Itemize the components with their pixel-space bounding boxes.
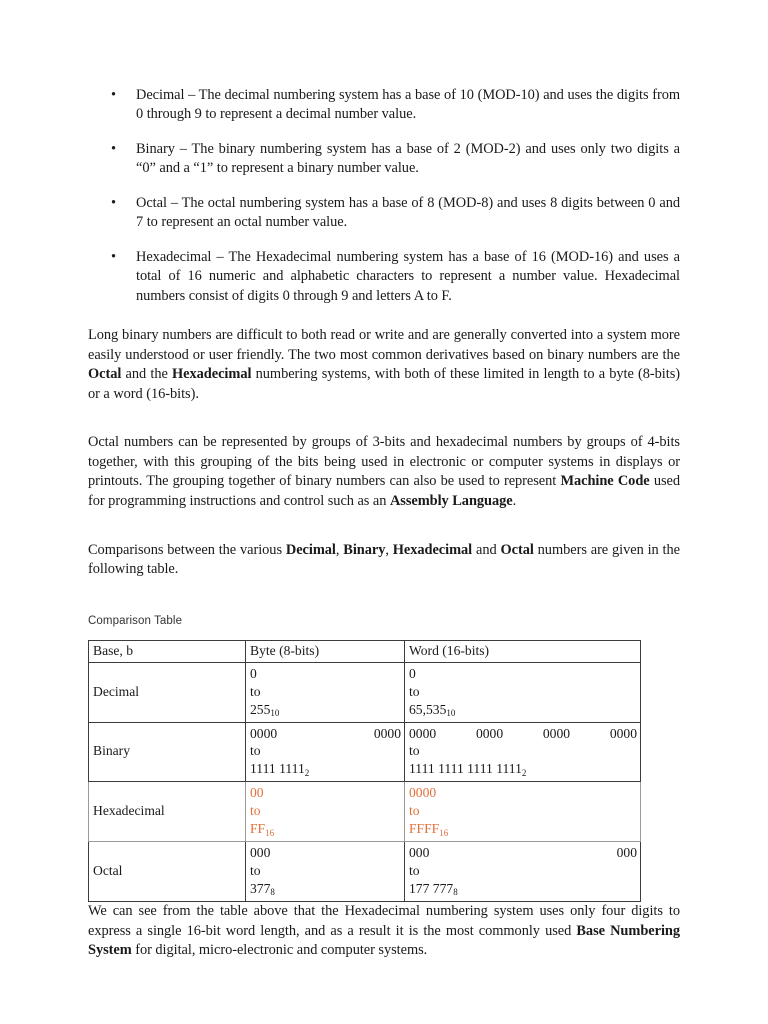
bit-group: 0000: [250, 725, 278, 741]
row-label-binary: [89, 722, 246, 782]
row-label-decimal: [89, 662, 246, 722]
value-end-subscript: 10: [270, 707, 280, 718]
text-run: numbers are given in the following table.: [88, 541, 680, 578]
row-label-text: Decimal: [93, 683, 140, 699]
text-run: for digital, micro-electronic and computer systems.: [131, 942, 428, 959]
header-cell-byte: [246, 640, 405, 662]
value-end-text: 65,535: [409, 701, 447, 717]
cell-hexadecimal-byte: [246, 782, 405, 842]
bullet-icon: •: [111, 194, 116, 211]
cell-decimal-byte: [246, 662, 405, 722]
header-cell-base: [89, 640, 246, 662]
table-row: [89, 662, 641, 722]
value-end-subscript: 10: [446, 707, 456, 718]
comparison-table: [88, 640, 641, 902]
cell-octal-word: [405, 842, 641, 902]
value-start: 0000: [409, 785, 437, 801]
bold-machine-code: Machine Code: [560, 473, 650, 490]
text-run: numbering systems, with both of these limited in length to a byte (8-bits) or a word (16-bits).: [88, 366, 680, 402]
bold-binary: Binary: [343, 541, 386, 558]
value-end: [409, 701, 637, 719]
value-start-groups: [250, 725, 401, 743]
paragraph-long-binary: [88, 326, 680, 404]
text-run: and the: [121, 366, 173, 383]
bullet-icon: •: [111, 87, 116, 103]
cell-binary-byte: [246, 722, 405, 782]
row-label-hexadecimal: [89, 782, 246, 842]
digit-group: 000: [409, 845, 430, 861]
table-header-row: [89, 640, 641, 662]
text-run: ,: [385, 541, 393, 558]
value-end-text: 1111 1111 1111 1111: [409, 761, 522, 777]
cell-hexadecimal-word: [405, 782, 641, 842]
bit-group: 0000: [475, 725, 504, 741]
paragraph-bit-groups: [88, 433, 680, 511]
value-end: [250, 820, 401, 838]
value-end: [250, 880, 401, 898]
bold-octal: Octal: [500, 541, 534, 558]
cell-decimal-word: [405, 662, 641, 722]
value-connector: to: [250, 863, 261, 879]
header-cell-word: [405, 640, 641, 662]
list-item-decimal: [88, 86, 680, 125]
value-end-subscript: 16: [265, 827, 275, 838]
value-end-text: 377: [250, 881, 271, 897]
value-connector: to: [409, 743, 420, 759]
paragraph-conclusion: [88, 902, 680, 961]
value-end: [409, 820, 637, 838]
value-connector: to: [250, 743, 261, 759]
bit-group: 0000: [542, 725, 571, 741]
cell-octal-byte: [246, 842, 405, 902]
bit-group: 0000: [373, 725, 401, 741]
text-run: .: [512, 492, 517, 509]
row-label-text: Octal: [93, 863, 123, 879]
text-run: ,: [335, 541, 344, 558]
bold-octal: Octal: [88, 366, 122, 383]
header-byte-label: Byte (8-bits): [250, 642, 320, 658]
value-end-text: FFFF: [409, 821, 440, 837]
bold-decimal: Decimal: [285, 541, 336, 558]
value-connector: to: [409, 683, 420, 699]
value-end: [409, 760, 637, 778]
bold-hexadecimal: Hexadecimal: [392, 541, 473, 558]
value-end-text: 255: [250, 701, 271, 717]
value-connector: to: [409, 863, 420, 879]
paragraph-comparisons-intro: [88, 541, 680, 580]
value-start-groups: [409, 725, 637, 743]
value-end: [250, 701, 401, 719]
header-base-label: Base, b: [93, 642, 134, 658]
bold-hexadecimal: Hexadecimal: [172, 366, 252, 383]
value-start: 00: [250, 785, 264, 801]
cell-binary-word: [405, 722, 641, 782]
value-end-text: FF: [250, 821, 266, 837]
value-connector: to: [250, 803, 261, 819]
value-connector: to: [409, 803, 420, 819]
row-label-text: Binary: [93, 743, 130, 759]
list-item-text: Decimal – The decimal numbering system has a base of 10 (MOD-10) and uses the digits from 0 through 9 to represent a decimal number value.: [136, 87, 680, 123]
text-run: used for programming instructions and control such as an: [88, 473, 680, 509]
list-item-text: Hexadecimal – The Hexadecimal numbering system has a base of 16 (MOD-16) and uses a total of 16 numeric and alphabetic characters to represent a number value. Hexadecimal numbers consist of digits 0 through 9 and letters A to F.: [136, 248, 680, 304]
bit-group: 0000: [409, 725, 437, 741]
value-start: 0: [409, 665, 416, 681]
table-row: [89, 782, 641, 842]
value-start: 0: [250, 665, 257, 681]
value-start-groups: [409, 844, 637, 862]
spacer: [88, 527, 680, 541]
row-label-octal: [89, 842, 246, 902]
value-end: [250, 760, 401, 778]
list-item-text: Octal – The octal numbering system has a base of 8 (MOD-8) and uses 8 digits between 0 and 7 to represent an octal number value.: [136, 194, 680, 231]
bold-assembly-language: Assembly Language: [389, 492, 513, 509]
list-item-binary: [88, 140, 680, 179]
row-label-text: Hexadecimal: [93, 803, 165, 819]
list-item-text: Binary – The binary numbering system has a base of 2 (MOD-2) and uses only two digits a “0” and a “1” to represent a binary number value.: [136, 140, 680, 177]
spacer: [88, 595, 680, 615]
bit-group: 0000: [609, 725, 637, 741]
value-end-subscript: 8: [270, 887, 275, 898]
value-end-subscript: 8: [453, 887, 458, 898]
value-connector: to: [250, 683, 261, 699]
bold-base-numbering-system: Base Numbering System: [88, 922, 680, 959]
value-end-subscript: 16: [439, 827, 449, 838]
bullet-icon: •: [111, 248, 116, 265]
digit-group: 000: [616, 845, 637, 861]
table-row: [89, 842, 641, 902]
text-run: and: [472, 541, 501, 558]
spacer: [88, 306, 680, 326]
text-run: Octal numbers can be represented by groups of 3-bits and hexadecimal numbers by groups of 4-bits together, with this grouping of the bits being used in electronic or computer systems in displays or printouts. The grouping together of binary numbers can also be used to represent: [88, 434, 680, 490]
text-run: Long binary numbers are difficult to both read or write and are generally converted into a system more easily understood or user friendly. The two most common derivatives based on binary numbers are the: [88, 326, 680, 363]
value-end-text: 177 777: [409, 881, 454, 897]
header-word-label: Word (16-bits): [409, 642, 490, 658]
numbering-systems-list: [88, 86, 680, 306]
list-item-octal: [88, 194, 680, 233]
value-end: [409, 880, 637, 898]
value-end-subscript: 2: [521, 767, 527, 778]
text-run: Comparisons between the various: [88, 541, 286, 558]
list-item-hexadecimal: [88, 248, 680, 306]
table-caption: Comparison Table: [88, 614, 183, 627]
spacer: [88, 419, 680, 433]
text-run: We can see from the table above that the Hexadecimal numbering system uses only four digits to express a single 16-bit word length, and as a result it is the most commonly used: [88, 902, 680, 939]
value-end-text: 1111 1111: [250, 761, 305, 777]
bullet-icon: •: [111, 140, 116, 157]
table-row: [89, 722, 641, 782]
document-content: [88, 86, 680, 976]
value-end-subscript: 2: [304, 767, 310, 778]
value-start: 000: [250, 845, 271, 861]
